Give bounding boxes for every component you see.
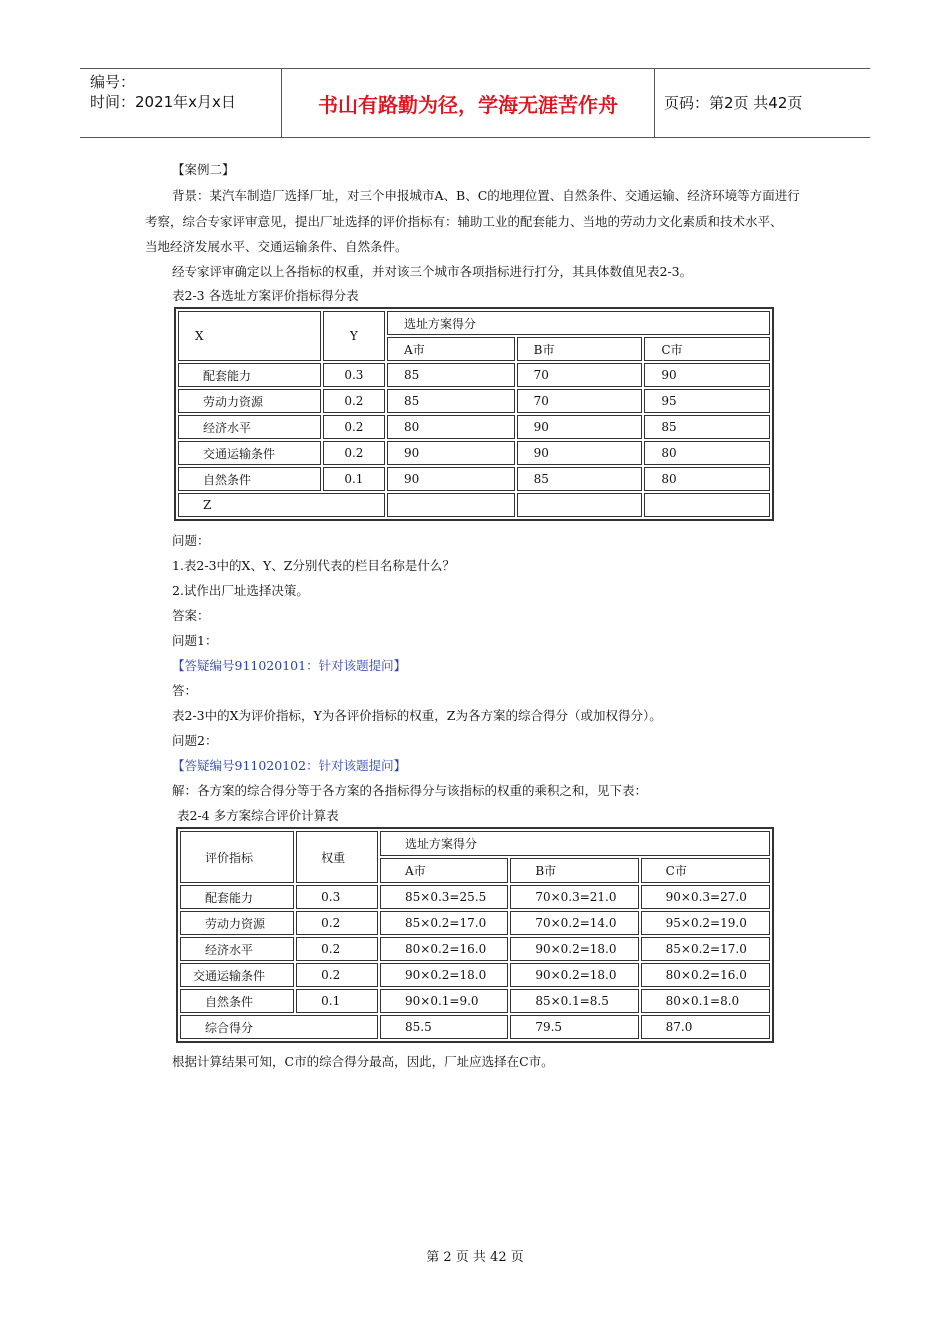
score-cell: 85: [644, 415, 770, 439]
total-cell: 85.5: [380, 1015, 508, 1039]
score-cell: 90: [517, 415, 643, 439]
solution-text: 解：各方案的综合得分等于各方案的各指标得分与该指标的权重的乘积之和，见下表：: [172, 783, 648, 798]
qa-link-911020102[interactable]: 【答疑编号911020102：针对该题提问】: [172, 758, 407, 773]
background-paragraph: 背景：某汽车制造厂选择厂址，对三个申报城市A、B、C的地理位置、自然条件、交通运输、经济环境等方面进行: [172, 188, 800, 203]
city-a-header: A市: [387, 337, 515, 361]
weight-cell: 0.2: [296, 963, 378, 987]
calc-cell: 70×0.2=14.0: [510, 911, 638, 935]
indicator-name: 自然条件: [180, 989, 294, 1013]
calc-cell: 90×0.2=18.0: [510, 937, 638, 961]
indicator-name: 经济水平: [180, 937, 294, 961]
document-number-label: 编号：: [90, 73, 136, 91]
table-row: [180, 937, 770, 961]
city-b-header: B市: [510, 858, 638, 883]
city-b-header: B市: [517, 337, 643, 361]
indicator-name: 交通运输条件: [178, 441, 321, 465]
calc-cell: 85×0.2=17.0: [641, 937, 770, 961]
questions-label: 问题：: [172, 533, 210, 548]
weight-cell: 0.1: [296, 989, 378, 1013]
total-label: 综合得分: [180, 1015, 378, 1039]
table-row: [180, 989, 770, 1013]
weight-cell: 0.2: [323, 441, 385, 465]
total-label: Z: [178, 493, 385, 517]
answer-1-text: 表2-3中的X为评价指标，Y为各评价指标的权重，Z为各方案的综合得分（或加权得分）。: [172, 708, 662, 723]
calc-cell: 70×0.3=21.0: [510, 885, 638, 909]
col-weight-header: 权重: [296, 831, 378, 883]
background-paragraph: 当地经济发展水平、交通运输条件、自然条件。: [145, 239, 408, 254]
indicator-name: 交通运输条件: [180, 963, 294, 987]
table-row: [180, 963, 770, 987]
total-row: [178, 493, 770, 517]
background-paragraph: 考察，综合专家评审意见，提出厂址选择的评价指标有：辅助工业的配套能力、当地的劳动力文化素质和技术水平、: [145, 214, 783, 229]
table-row: [178, 467, 770, 491]
indicator-name: 经济水平: [178, 415, 321, 439]
total-row: [180, 1015, 770, 1039]
calc-cell: 80×0.2=16.0: [380, 937, 508, 961]
table-row: [180, 911, 770, 935]
score-group-header: 选址方案得分: [380, 831, 770, 856]
calc-cell: 95×0.2=19.0: [641, 911, 770, 935]
score-cell: 85: [387, 389, 515, 413]
calc-cell: 80×0.1=8.0: [641, 989, 770, 1013]
table-row: [178, 415, 770, 439]
col-x-header: X: [178, 311, 321, 361]
calc-cell: 80×0.2=16.0: [641, 963, 770, 987]
weight-cell: 0.3: [323, 363, 385, 387]
table2-caption: 表2-4 多方案综合评价计算表: [177, 808, 339, 823]
answer-label: 答案：: [172, 608, 210, 623]
score-cell: 95: [644, 389, 770, 413]
total-cell: 87.0: [641, 1015, 770, 1039]
table1-caption: 表2-3 各选址方案评价指标得分表: [172, 288, 359, 303]
weight-cell: 0.2: [323, 389, 385, 413]
question-1: 1.表2-3中的X、Y、Z分别代表的栏目名称是什么？: [172, 558, 455, 573]
score-cell: 85: [517, 467, 643, 491]
weight-cell: 0.2: [323, 415, 385, 439]
conclusion-text: 根据计算结果可知，C市的综合得分最高，因此，厂址应选择在C市。: [172, 1054, 554, 1069]
score-group-header: 选址方案得分: [387, 311, 770, 335]
weight-cell: 0.1: [323, 467, 385, 491]
background-paragraph: 经专家评审确定以上各指标的权重，并对该三个城市各项指标进行打分，其具体数值见表2-3。: [172, 264, 693, 279]
col-y-header: Y: [323, 311, 385, 361]
score-cell: 90: [517, 441, 643, 465]
table-row: [178, 389, 770, 413]
qa-link-911020101[interactable]: 【答疑编号911020101：针对该题提问】: [172, 658, 407, 673]
total-cell: [644, 493, 770, 517]
calc-cell: 90×0.2=18.0: [380, 963, 508, 987]
city-c-header: C市: [641, 858, 770, 883]
score-cell: 80: [644, 467, 770, 491]
score-cell: 90: [387, 467, 515, 491]
weight-cell: 0.3: [296, 885, 378, 909]
indicator-name: 自然条件: [178, 467, 321, 491]
score-cell: 70: [517, 389, 643, 413]
calc-cell: 85×0.2=17.0: [380, 911, 508, 935]
evaluation-score-table: [174, 307, 774, 521]
header-meta: [90, 72, 285, 112]
header-motto: 书山有路勤为径，学海无涯苦作舟: [318, 93, 618, 117]
total-cell: [517, 493, 643, 517]
page-header: [80, 68, 870, 138]
table-header-row: [180, 831, 770, 856]
calc-cell: 85×0.3=25.5: [380, 885, 508, 909]
indicator-name: 劳动力资源: [178, 389, 321, 413]
score-cell: 90: [387, 441, 515, 465]
table-row: [178, 441, 770, 465]
composite-evaluation-table: [176, 827, 774, 1043]
col-indicator-header: 评价指标: [180, 831, 294, 883]
page-footer: 第 2 页 共 42 页: [426, 1250, 524, 1265]
header-divider: [654, 69, 655, 137]
table-row: [180, 885, 770, 909]
document-date: 时间：2021年x月x日: [90, 93, 236, 111]
score-cell: 85: [387, 363, 515, 387]
indicator-name: 劳动力资源: [180, 911, 294, 935]
header-page-info: 页码：第2页 共42页: [664, 94, 803, 112]
score-cell: 90: [644, 363, 770, 387]
table-header-row: [178, 311, 770, 335]
weight-cell: 0.2: [296, 911, 378, 935]
calc-cell: 85×0.1=8.5: [510, 989, 638, 1013]
weight-cell: 0.2: [296, 937, 378, 961]
answer-prefix: 答：: [172, 683, 198, 698]
score-cell: 70: [517, 363, 643, 387]
calc-cell: 90×0.1=9.0: [380, 989, 508, 1013]
question-1-label: 问题1：: [172, 633, 218, 648]
city-c-header: C市: [644, 337, 770, 361]
case-title: 【案例二】: [172, 162, 235, 177]
question-2-label: 问题2：: [172, 733, 218, 748]
score-cell: 80: [387, 415, 515, 439]
city-a-header: A市: [380, 858, 508, 883]
calc-cell: 90×0.2=18.0: [510, 963, 638, 987]
indicator-name: 配套能力: [178, 363, 321, 387]
question-2: 2.试作出厂址选择决策。: [172, 583, 309, 598]
total-cell: [387, 493, 515, 517]
indicator-name: 配套能力: [180, 885, 294, 909]
table-row: [178, 363, 770, 387]
total-cell: 79.5: [510, 1015, 638, 1039]
calc-cell: 90×0.3=27.0: [641, 885, 770, 909]
score-cell: 80: [644, 441, 770, 465]
